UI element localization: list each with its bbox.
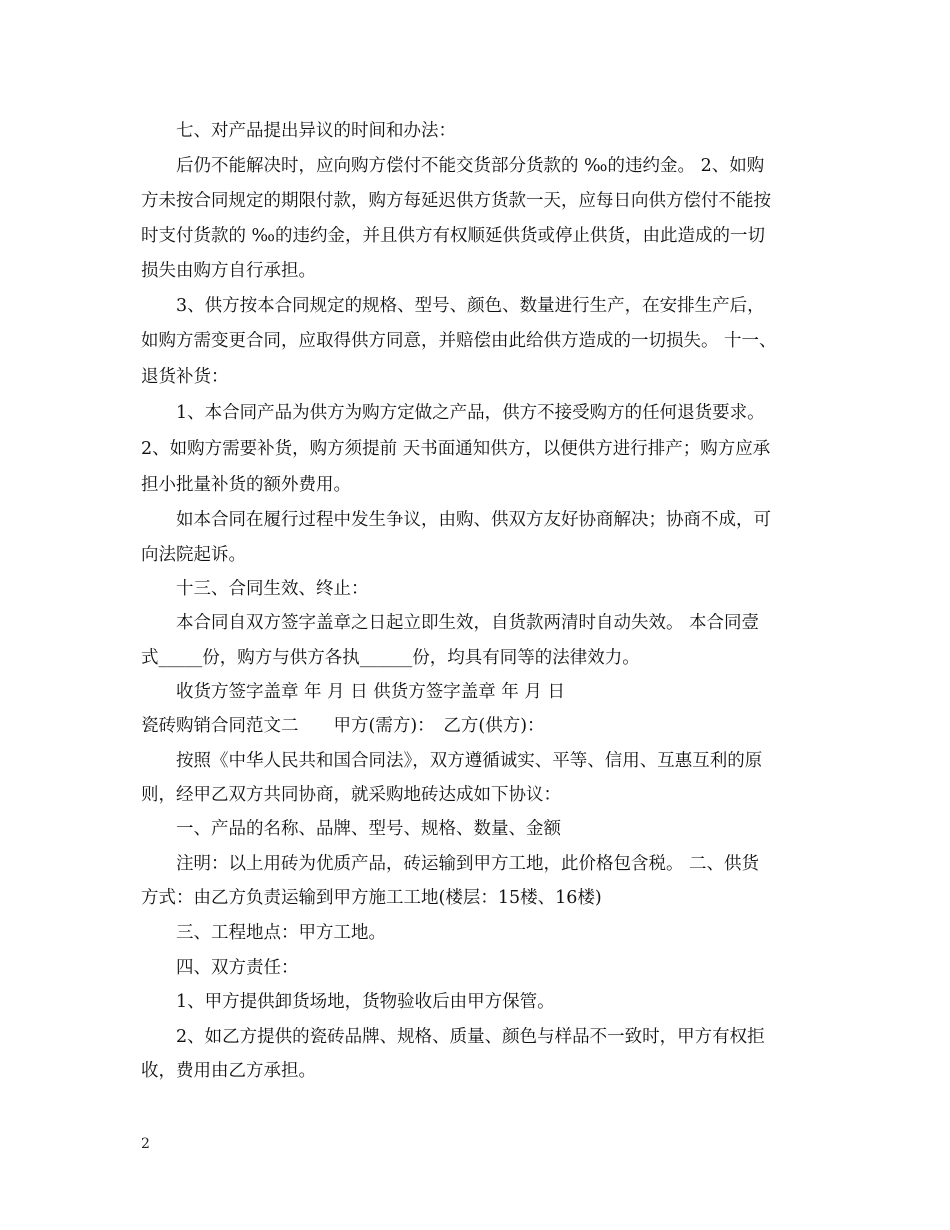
section-heading: 十三、合同生效、终止： [176,579,369,599]
text-line: 则，经甲乙双方共同协商，就采购地砖达成如下协议： [141,785,561,805]
text-line: 方式：由乙方负责运输到甲方施工工地(楼层：15楼、16楼) [141,888,602,908]
text-line: 时支付货款的 ‰的违约金，并且供方有权顺延供货或停止供货，由此造成的一切 [141,226,766,246]
section-heading: 四、双方责任： [176,958,299,978]
text-line: 式_____份，购方与供方各执______份，均具有同等的法律效力。 [141,648,640,668]
text-line: 向法院起诉。 [141,545,246,565]
text-line: 2、如乙方提供的瓷砖品牌、规格、质量、颜色与样品不一致时，甲方有权拒 [176,1027,765,1047]
text-line: 如购方需变更合同，应取得供方同意，并赔偿由此给供方造成的一切损失。 十一、 [141,331,777,351]
text-line: 本合同自双方签字盖章之日起立即生效，自货款两清时自动失效。 本合同壹 [176,613,760,633]
page-number: 2 [141,1136,150,1152]
signature-line: 收货方签字盖章 年 月 日 供货方签字盖章 年 月 日 [176,682,565,702]
section-heading: 三、工程地点：甲方工地。 [176,923,386,943]
text-line: 收，费用由乙方承担。 [141,1061,316,1081]
document-title-line: 瓷砖购销合同范文二 甲方(需方)： 乙方(供方)： [141,716,545,736]
text-line: 1、本合同产品为供方为购方定做之产品，供方不接受购方的任何退货要求。 [176,403,765,423]
text-line: 损失由购方自行承担。 [141,261,316,281]
text-line: 2、如购方需要补货，购方须提前 天书面通知供方，以便供方进行排产；购方应承 [141,439,771,459]
text-line: 注明：以上用砖为优质产品，砖运输到甲方工地，此价格包含税。 二、供货 [176,854,760,874]
text-line: 1、甲方提供卸货场地，货物验收后由甲方保管。 [176,992,555,1012]
section-heading: 一、产品的名称、品牌、型号、规格、数量、金额 [176,819,561,839]
text-line: 退货补货： [141,367,229,387]
text-line: 如本合同在履行过程中发生争议，由购、供双方友好协商解决；协商不成，可 [176,510,771,530]
text-line: 担小批量补货的额外费用。 [141,475,351,495]
text-line: 七、对产品提出异议的时间和办法： [176,121,456,141]
text-line: 3、供方按本合同规定的规格、型号、颜色、数量进行生产，在安排生产后， [176,296,765,316]
text-line: 方未按合同规定的期限付款，购方每延迟供方货款一天，应每日向供方偿付不能按 [141,191,771,211]
text-line: 按照《中华人民共和国合同法》，双方遵循诚实、平等、信用、互惠互利的原 [176,751,763,771]
text-line: 后仍不能解决时，应向购方偿付不能交货部分货款的 ‰的违约金。 2、如购 [176,156,765,176]
